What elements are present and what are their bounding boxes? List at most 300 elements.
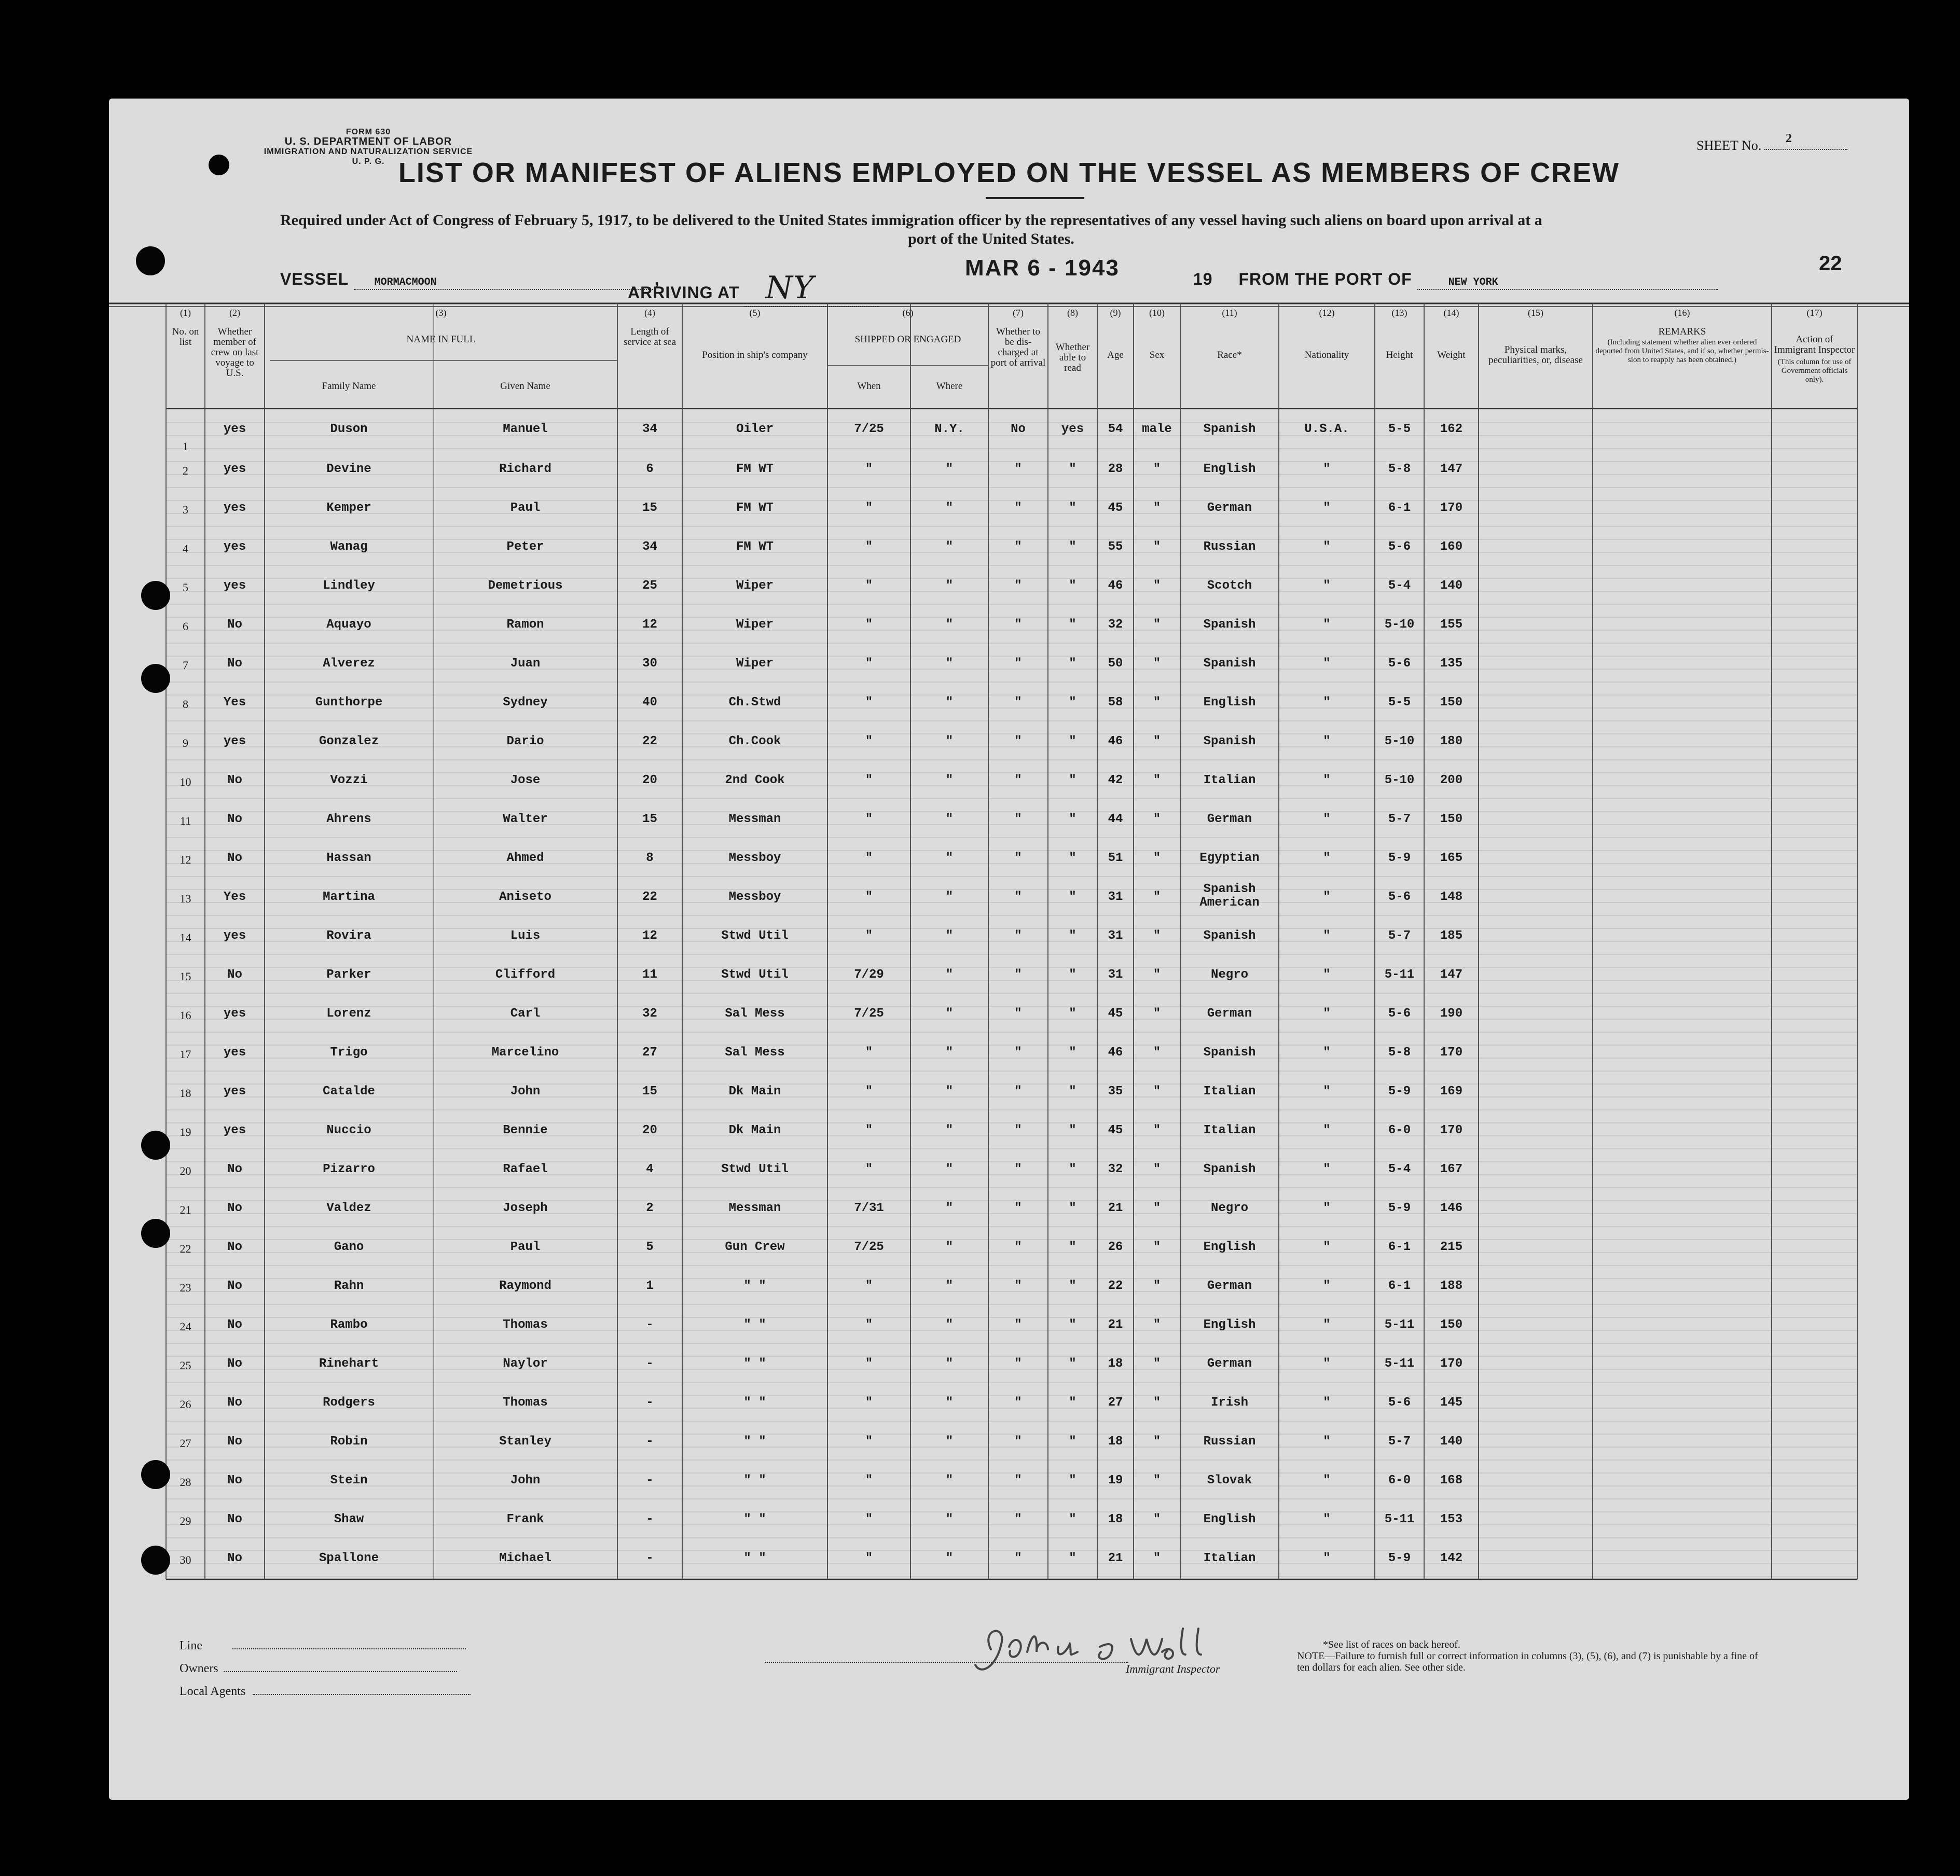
cell-member: No — [227, 1396, 242, 1410]
cell-race: English — [1203, 696, 1256, 710]
cell-race: Negro — [1210, 1201, 1248, 1215]
cell-where: " — [945, 657, 954, 671]
column-number: (5) — [749, 308, 761, 318]
cell-given: Paul — [510, 501, 541, 515]
header-given: Given Name — [500, 381, 550, 392]
cell-where: " — [945, 851, 954, 865]
cell-nationality: " — [1323, 773, 1331, 787]
cell-race: Scotch — [1207, 579, 1252, 593]
cell-when: " — [865, 890, 873, 904]
cell-discharged: " — [1014, 890, 1022, 904]
cell-given: Thomas — [503, 1318, 548, 1332]
cell-weight: 140 — [1440, 1435, 1463, 1449]
column-number: (11) — [1222, 308, 1237, 318]
cell-height: 5-5 — [1388, 696, 1411, 710]
cell-member: yes — [223, 929, 246, 943]
cell-race: German — [1207, 1279, 1252, 1293]
cell-when: " — [865, 462, 873, 476]
department: U. S. DEPARTMENT OF LABOR — [284, 136, 452, 147]
cell-nationality: " — [1323, 1201, 1331, 1215]
cell-family: Duson — [330, 422, 368, 436]
cell-weight: 148 — [1440, 890, 1463, 904]
title-rule — [986, 197, 1084, 199]
cell-race: English — [1203, 1512, 1256, 1526]
cell-read: " — [1069, 968, 1076, 982]
cell-discharged: " — [1014, 1551, 1022, 1565]
cell-discharged: " — [1014, 1046, 1022, 1060]
vessel-name: MORMACMOON — [374, 276, 437, 288]
cell-given: Raymond — [499, 1279, 551, 1293]
cell-read: " — [1069, 1201, 1076, 1215]
cell-where: " — [945, 501, 954, 515]
cell-position: " " — [743, 1551, 766, 1565]
cell-read: " — [1069, 1007, 1076, 1021]
cell-read: " — [1069, 1551, 1076, 1565]
cell-read: " — [1069, 1512, 1076, 1526]
cell-nationality: " — [1323, 1240, 1331, 1254]
cell-read: " — [1069, 1123, 1076, 1137]
cell-given: Richard — [499, 462, 551, 476]
cell-height: 6-1 — [1388, 501, 1411, 515]
cell-height: 5-6 — [1388, 1396, 1411, 1410]
cell-weight: 170 — [1440, 1357, 1463, 1371]
cell-given: Joseph — [503, 1201, 548, 1215]
cell-nationality: U.S.A. — [1304, 422, 1349, 436]
cell-sex: " — [1153, 812, 1161, 826]
cell-nationality: " — [1323, 540, 1331, 554]
cell-height: 6-1 — [1388, 1279, 1411, 1293]
cell-position: Messboy — [728, 890, 781, 904]
cell-nationality: " — [1323, 929, 1331, 943]
cell-family: Stein — [330, 1474, 368, 1488]
cell-when: " — [865, 1046, 873, 1060]
cell-weight: 190 — [1440, 1007, 1463, 1021]
cell-weight: 215 — [1440, 1240, 1463, 1254]
cell-n: 11 — [180, 814, 191, 827]
cell-height: 5-5 — [1388, 422, 1411, 436]
cell-race: Egyptian — [1199, 851, 1260, 865]
cell-age: 31 — [1108, 968, 1123, 982]
cell-n: 3 — [183, 503, 188, 516]
cell-sex: " — [1153, 1085, 1161, 1099]
cell-member: No — [227, 618, 242, 632]
cell-n: 28 — [180, 1476, 191, 1489]
cell-member: No — [227, 1279, 242, 1293]
cell-where: " — [945, 1007, 954, 1021]
cell-n: 5 — [183, 581, 188, 594]
cell-age: 45 — [1108, 501, 1123, 515]
cell-race: Spanish — [1203, 657, 1256, 671]
cell-given: Thomas — [503, 1396, 548, 1410]
cell-age: 27 — [1108, 1396, 1123, 1410]
cell-nationality: " — [1323, 1357, 1331, 1371]
cell-discharged: " — [1014, 618, 1022, 632]
cell-race: Negro — [1210, 968, 1248, 982]
cell-weight: 146 — [1440, 1201, 1463, 1215]
header-height: Height — [1386, 350, 1413, 360]
cell-race: Italian — [1203, 1123, 1256, 1137]
cell-race: Russian — [1203, 1435, 1256, 1449]
cell-when: " — [865, 773, 873, 787]
cell-race: Spanish — [1203, 1046, 1256, 1060]
cell-sex: " — [1153, 618, 1161, 632]
header-physical: Physical marks, peculiarities, or, disease — [1488, 344, 1583, 366]
cell-height: 5-9 — [1388, 1551, 1411, 1565]
cell-member: Yes — [223, 696, 246, 710]
header-family: Family Name — [322, 381, 376, 392]
cell-discharged: " — [1014, 579, 1022, 593]
cell-discharged: " — [1014, 501, 1022, 515]
column-number: (14) — [1443, 308, 1459, 318]
cell-position: Wiper — [736, 579, 774, 593]
cell-weight: 185 — [1440, 929, 1463, 943]
cell-member: No — [227, 812, 242, 826]
cell-length: 5 — [646, 1240, 654, 1254]
cell-length: 22 — [642, 734, 657, 748]
cell-age: 32 — [1108, 618, 1123, 632]
cell-when: " — [865, 1551, 873, 1565]
cell-member: yes — [223, 734, 246, 748]
cell-sex: " — [1153, 929, 1161, 943]
cell-length: 8 — [646, 851, 654, 865]
cell-weight: 188 — [1440, 1279, 1463, 1293]
cell-race: Spanish — [1203, 618, 1256, 632]
cell-when: " — [865, 618, 873, 632]
cell-given: Clifford — [495, 968, 556, 982]
cell-height: 5-6 — [1388, 540, 1411, 554]
cell-read: " — [1069, 1318, 1076, 1332]
header-where: Where — [936, 381, 963, 392]
cell-weight: 150 — [1440, 696, 1463, 710]
cell-height: 5-11 — [1384, 1512, 1415, 1526]
cell-height: 5-7 — [1388, 929, 1411, 943]
cell-n: 4 — [183, 542, 188, 555]
cell-when: " — [865, 1123, 873, 1137]
cell-position: Stwd Util — [721, 1162, 789, 1176]
cell-read: yes — [1061, 422, 1084, 436]
cell-discharged: " — [1014, 1162, 1022, 1176]
cell-n: 12 — [180, 853, 191, 866]
column-number: (7) — [1013, 308, 1024, 318]
cell-length: - — [646, 1435, 654, 1449]
cell-weight: 150 — [1440, 1318, 1463, 1332]
header-sex: Sex — [1149, 350, 1165, 360]
arriving-port: NY — [765, 270, 815, 306]
cell-weight: 155 — [1440, 618, 1463, 632]
cell-race: German — [1207, 1007, 1252, 1021]
cell-nationality: " — [1323, 1123, 1331, 1137]
cell-discharged: " — [1014, 1435, 1022, 1449]
cell-position: " " — [743, 1357, 766, 1371]
inspector-label: Immigrant Inspector — [1126, 1662, 1220, 1675]
cell-given: Jose — [510, 773, 541, 787]
cell-weight: 169 — [1440, 1085, 1463, 1099]
cell-nationality: " — [1323, 1474, 1331, 1488]
cell-length: 15 — [642, 501, 657, 515]
from-port: NEW YORK — [1448, 276, 1498, 288]
punch-hole — [141, 1219, 170, 1248]
cell-discharged: " — [1014, 1279, 1022, 1293]
cell-member: No — [227, 1240, 242, 1254]
cell-length: 6 — [646, 462, 654, 476]
subtitle-line-2: port of the United States. — [908, 230, 1074, 247]
cell-age: 21 — [1108, 1551, 1123, 1565]
cell-height: 5-8 — [1388, 462, 1411, 476]
column-number: (6) — [902, 308, 914, 318]
cell-height: 5-9 — [1388, 1201, 1411, 1215]
cell-when: 7/25 — [854, 1007, 884, 1021]
cell-member: No — [227, 1435, 242, 1449]
cell-length: 15 — [642, 1085, 657, 1099]
cell-nationality: " — [1323, 618, 1331, 632]
cell-family: Trigo — [330, 1046, 368, 1060]
cell-height: 5-7 — [1388, 812, 1411, 826]
cell-when: " — [865, 1474, 873, 1488]
cell-sex: " — [1153, 1357, 1161, 1371]
cell-n: 10 — [180, 775, 191, 788]
cell-length: 12 — [642, 618, 657, 632]
column-number: (8) — [1067, 308, 1078, 318]
punch-hole — [209, 155, 229, 175]
manifest-sheet — [109, 99, 1909, 1800]
column-number: (17) — [1806, 308, 1823, 318]
cell-discharged: " — [1014, 657, 1022, 671]
year-label: 19 — [1193, 270, 1213, 288]
cell-where: " — [945, 773, 954, 787]
cell-family: Gano — [334, 1240, 364, 1254]
cell-where: " — [945, 1396, 954, 1410]
cell-height: 5-7 — [1388, 1435, 1411, 1449]
race-note: *See list of races on back hereof. — [1323, 1639, 1460, 1650]
cell-position: Wiper — [736, 657, 774, 671]
cell-sex: " — [1153, 1123, 1161, 1137]
cell-sex: " — [1153, 1474, 1161, 1488]
cell-read: " — [1069, 1085, 1076, 1099]
cell-race: Spanish American — [1199, 882, 1260, 910]
cell-family: Catalde — [323, 1085, 375, 1099]
cell-race: English — [1203, 462, 1256, 476]
cell-height: 5-9 — [1388, 1085, 1411, 1099]
cell-position: Dk Main — [728, 1123, 781, 1137]
cell-given: Rafael — [503, 1162, 548, 1176]
cell-age: 44 — [1108, 812, 1123, 826]
cell-length: 30 — [642, 657, 657, 671]
page-title: LIST OR MANIFEST OF ALIENS EMPLOYED ON THE VESSEL AS MEMBERS OF CREW — [398, 157, 1620, 188]
cell-discharged: " — [1014, 1007, 1022, 1021]
cell-height: 5-6 — [1388, 1007, 1411, 1021]
cell-discharged: No — [1011, 422, 1026, 436]
cell-sex: " — [1153, 1007, 1161, 1021]
cell-member: No — [227, 1162, 242, 1176]
cell-height: 6-0 — [1388, 1474, 1411, 1488]
cell-read: " — [1069, 501, 1076, 515]
cell-race: Italian — [1203, 1551, 1256, 1565]
cell-race: English — [1203, 1240, 1256, 1254]
cell-given: Marcelino — [491, 1046, 559, 1060]
cell-n: 17 — [180, 1048, 191, 1061]
cell-family: Martina — [323, 890, 375, 904]
cell-where: " — [945, 812, 954, 826]
cell-where: " — [945, 1357, 954, 1371]
column-number: (2) — [229, 308, 240, 318]
cell-given: Carl — [510, 1007, 541, 1021]
cell-given: Stanley — [499, 1435, 551, 1449]
cell-length: 1 — [646, 1279, 654, 1293]
cell-age: 50 — [1108, 657, 1123, 671]
cell-nationality: " — [1323, 501, 1331, 515]
cell-family: Gonzalez — [319, 734, 379, 748]
arriving-field — [628, 270, 879, 307]
cell-age: 54 — [1108, 422, 1123, 436]
cell-where: " — [945, 1318, 954, 1332]
owners-label: Owners — [180, 1662, 218, 1675]
cell-read: " — [1069, 734, 1076, 748]
cell-when: " — [865, 734, 873, 748]
cell-nationality: " — [1323, 1162, 1331, 1176]
cell-where: " — [945, 696, 954, 710]
cell-sex: " — [1153, 462, 1161, 476]
cell-nationality: " — [1323, 812, 1331, 826]
cell-discharged: " — [1014, 929, 1022, 943]
vessel-field: VESSEL MORMACMOON , — [280, 270, 659, 290]
cell-weight: 200 — [1440, 773, 1463, 787]
cell-discharged: " — [1014, 1123, 1022, 1137]
cell-height: 5-6 — [1388, 657, 1411, 671]
cell-race: Slovak — [1207, 1474, 1252, 1488]
cell-sex: " — [1153, 1201, 1161, 1215]
column-number: (4) — [644, 308, 655, 318]
cell-member: yes — [223, 501, 246, 515]
header-shipped: SHIPPED OR ENGAGED — [854, 334, 961, 345]
cell-sex: male — [1142, 422, 1172, 436]
cell-weight: 167 — [1440, 1162, 1463, 1176]
cell-given: Michael — [499, 1551, 551, 1565]
cell-race: Italian — [1203, 773, 1256, 787]
cell-n: 26 — [180, 1398, 191, 1411]
cell-where: " — [945, 462, 954, 476]
cell-sex: " — [1153, 1318, 1161, 1332]
cell-age: 21 — [1108, 1318, 1123, 1332]
cell-family: Rahn — [334, 1279, 364, 1293]
cell-nationality: " — [1323, 734, 1331, 748]
cell-read: " — [1069, 1279, 1076, 1293]
header-age: Age — [1107, 350, 1124, 360]
cell-discharged: " — [1014, 1396, 1022, 1410]
cell-position: Sal Mess — [725, 1007, 785, 1021]
cell-family: Parker — [326, 968, 371, 982]
cell-length: 20 — [642, 773, 657, 787]
cell-where: " — [945, 1046, 954, 1060]
cell-member: yes — [223, 1085, 246, 1099]
form-code: U. P. G. — [352, 157, 385, 166]
line-field — [180, 1639, 466, 1653]
cell-length: - — [646, 1318, 654, 1332]
cell-read: " — [1069, 773, 1076, 787]
cell-position: " " — [743, 1512, 766, 1526]
punch-hole — [141, 1131, 170, 1160]
cell-height: 5-11 — [1384, 1357, 1415, 1371]
cell-height: 5-4 — [1388, 579, 1411, 593]
cell-race: English — [1203, 1318, 1256, 1332]
cell-given: Ahmed — [506, 851, 544, 865]
cell-length: - — [646, 1396, 654, 1410]
cell-age: 26 — [1108, 1240, 1123, 1254]
column-number: (16) — [1674, 308, 1690, 318]
date-stamp: MAR 6 - 1943 — [965, 255, 1120, 281]
cell-given: Frank — [506, 1512, 544, 1526]
cell-weight: 180 — [1440, 734, 1463, 748]
cell-nationality: " — [1323, 1279, 1331, 1293]
cell-weight: 150 — [1440, 812, 1463, 826]
cell-when: " — [865, 501, 873, 515]
cell-when: " — [865, 929, 873, 943]
cell-n: 8 — [183, 698, 188, 711]
cell-discharged: " — [1014, 1318, 1022, 1332]
cell-race: Spanish — [1203, 929, 1256, 943]
cell-read: " — [1069, 540, 1076, 554]
cell-read: " — [1069, 1046, 1076, 1060]
cell-weight: 153 — [1440, 1512, 1463, 1526]
cell-read: " — [1069, 1357, 1076, 1371]
cell-age: 45 — [1108, 1123, 1123, 1137]
cell-position: Gun Crew — [725, 1240, 785, 1254]
cell-member: Yes — [223, 890, 246, 904]
cell-read: " — [1069, 462, 1076, 476]
cell-age: 31 — [1108, 929, 1123, 943]
cell-discharged: " — [1014, 1085, 1022, 1099]
cell-member: yes — [223, 1046, 246, 1060]
cell-position: Dk Main — [728, 1085, 781, 1099]
cell-sex: " — [1153, 1435, 1161, 1449]
subtitle-line-1: Required under Act of Congress of February 5, 1917, to be delivered to the United States immigration officer by the representatives of any vessel having such aliens on board upon arrival at a — [280, 212, 1542, 229]
cell-n: 19 — [180, 1125, 191, 1138]
cell-member: No — [227, 1551, 242, 1565]
cell-given: Demetrious — [488, 579, 563, 593]
cell-weight: 140 — [1440, 579, 1463, 593]
cell-position: " " — [743, 1396, 766, 1410]
cell-sex: " — [1153, 851, 1161, 865]
cell-sex: " — [1153, 657, 1161, 671]
cell-when: 7/31 — [854, 1201, 884, 1215]
cell-when: " — [865, 1357, 873, 1371]
cell-race: Italian — [1203, 1085, 1256, 1099]
cell-position: 2nd Cook — [725, 773, 785, 787]
cell-where: " — [945, 1240, 954, 1254]
cell-weight: 145 — [1440, 1396, 1463, 1410]
cell-when: " — [865, 1279, 873, 1293]
cell-given: Juan — [510, 657, 541, 671]
cell-member: No — [227, 1474, 242, 1488]
punch-hole — [141, 1546, 170, 1575]
cell-given: John — [510, 1474, 541, 1488]
cell-where: " — [945, 1435, 954, 1449]
cell-family: Kemper — [326, 501, 371, 515]
cell-height: 5-10 — [1384, 773, 1415, 787]
cell-nationality: " — [1323, 1007, 1331, 1021]
cell-length: - — [646, 1474, 654, 1488]
cell-where: " — [945, 1512, 954, 1526]
cell-discharged: " — [1014, 462, 1022, 476]
header-remarks-note: (Including statement whether alien ever ordered deported from United States, and if so, whether permis- sion to reapply has been obtained.) — [1595, 338, 1769, 364]
cell-age: 51 — [1108, 851, 1123, 865]
cell-age: 46 — [1108, 734, 1123, 748]
cell-weight: 170 — [1440, 1046, 1463, 1060]
cell-read: " — [1069, 1396, 1076, 1410]
cell-length: 22 — [642, 890, 657, 904]
cell-family: Lorenz — [326, 1007, 371, 1021]
cell-sex: " — [1153, 579, 1161, 593]
cell-nationality: " — [1323, 1435, 1331, 1449]
